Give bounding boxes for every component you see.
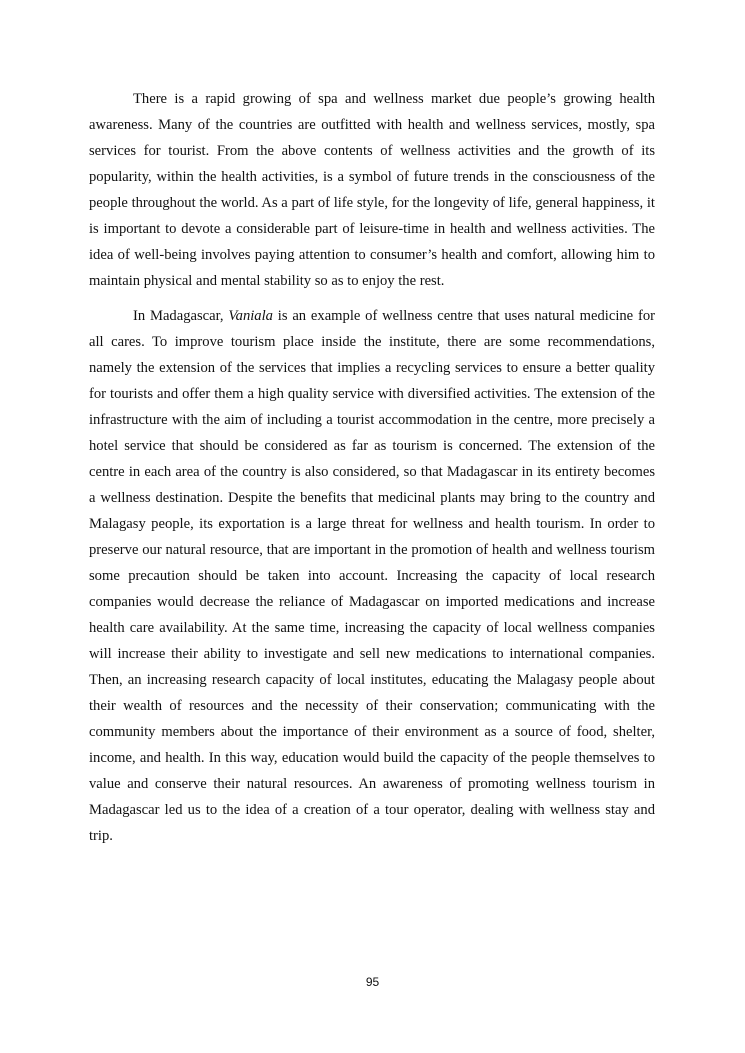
paragraph-text: is an example of wellness centre that uses natural medicine for all cares. To improve tourism place inside the institute, there are some recommendations, namely the extension of the services that implies a recycling services to ensure a better quality for tourists and offer them a high quality service with diversified activities. The extension of the infrastructure with the aim of including a tourist accommodation in the centre, more precisely a hotel service that should be considered as far as tourism is concerned. The extension of the centre in each area of the country is also considered, so that Madagascar in its entirety becomes a wellness destination. Despite the benefits that medicinal plants may bring to the country and Malagasy people, its exportation is a large threat for wellness and health tourism. In order to preserve our natural resource, that are important in the promotion of health and wellness tourism some precaution should be taken into account. Increasing the capacity of local research companies would decrease the reliance of Madagascar on imported medications and increase health care availability. At the same time, increasing the capacity of local wellness companies will increase their ability to investigate and sell new medications to international companies. Then, an increasing research capacity of local institutes, educating the Malagasy people about their wealth of resources and the necessity of their conservation; communicating with the community members about the importance of their environment as a source of food, shelter, income, and health. In this way, education would build the capacity of the people themselves to value and conserve their natural resources. An awareness of promoting wellness tourism in Madagascar led us to the idea of a creation of a tour operator, dealing with wellness stay and trip.: [89, 308, 655, 844]
document-body: [89, 86, 655, 858]
paragraph-lead-text: In Madagascar,: [133, 308, 229, 324]
vaniala-emphasis: Vaniala: [228, 308, 273, 324]
paragraph-text: There is a rapid growing of spa and wellness market due people’s growing health awareness. Many of the countries are outfitted with health and wellness services, mostly, spa services for tourist. From the above contents of wellness activities and the growth of its popularity, within the health activities, is a symbol of future trends in the consciousness of the people throughout the world. As a part of life style, for the longevity of life, general happiness, it is important to devote a considerable part of leisure-time in health and wellness activities. The idea of well-being involves paying attention to consumer’s health and comfort, allowing him to maintain physical and mental stability so as to enjoy the rest.: [89, 91, 655, 289]
page-number: 95: [365, 975, 380, 989]
paragraph-madagascar-vaniala: [89, 303, 655, 849]
paragraph-wellness-market: [89, 86, 655, 294]
